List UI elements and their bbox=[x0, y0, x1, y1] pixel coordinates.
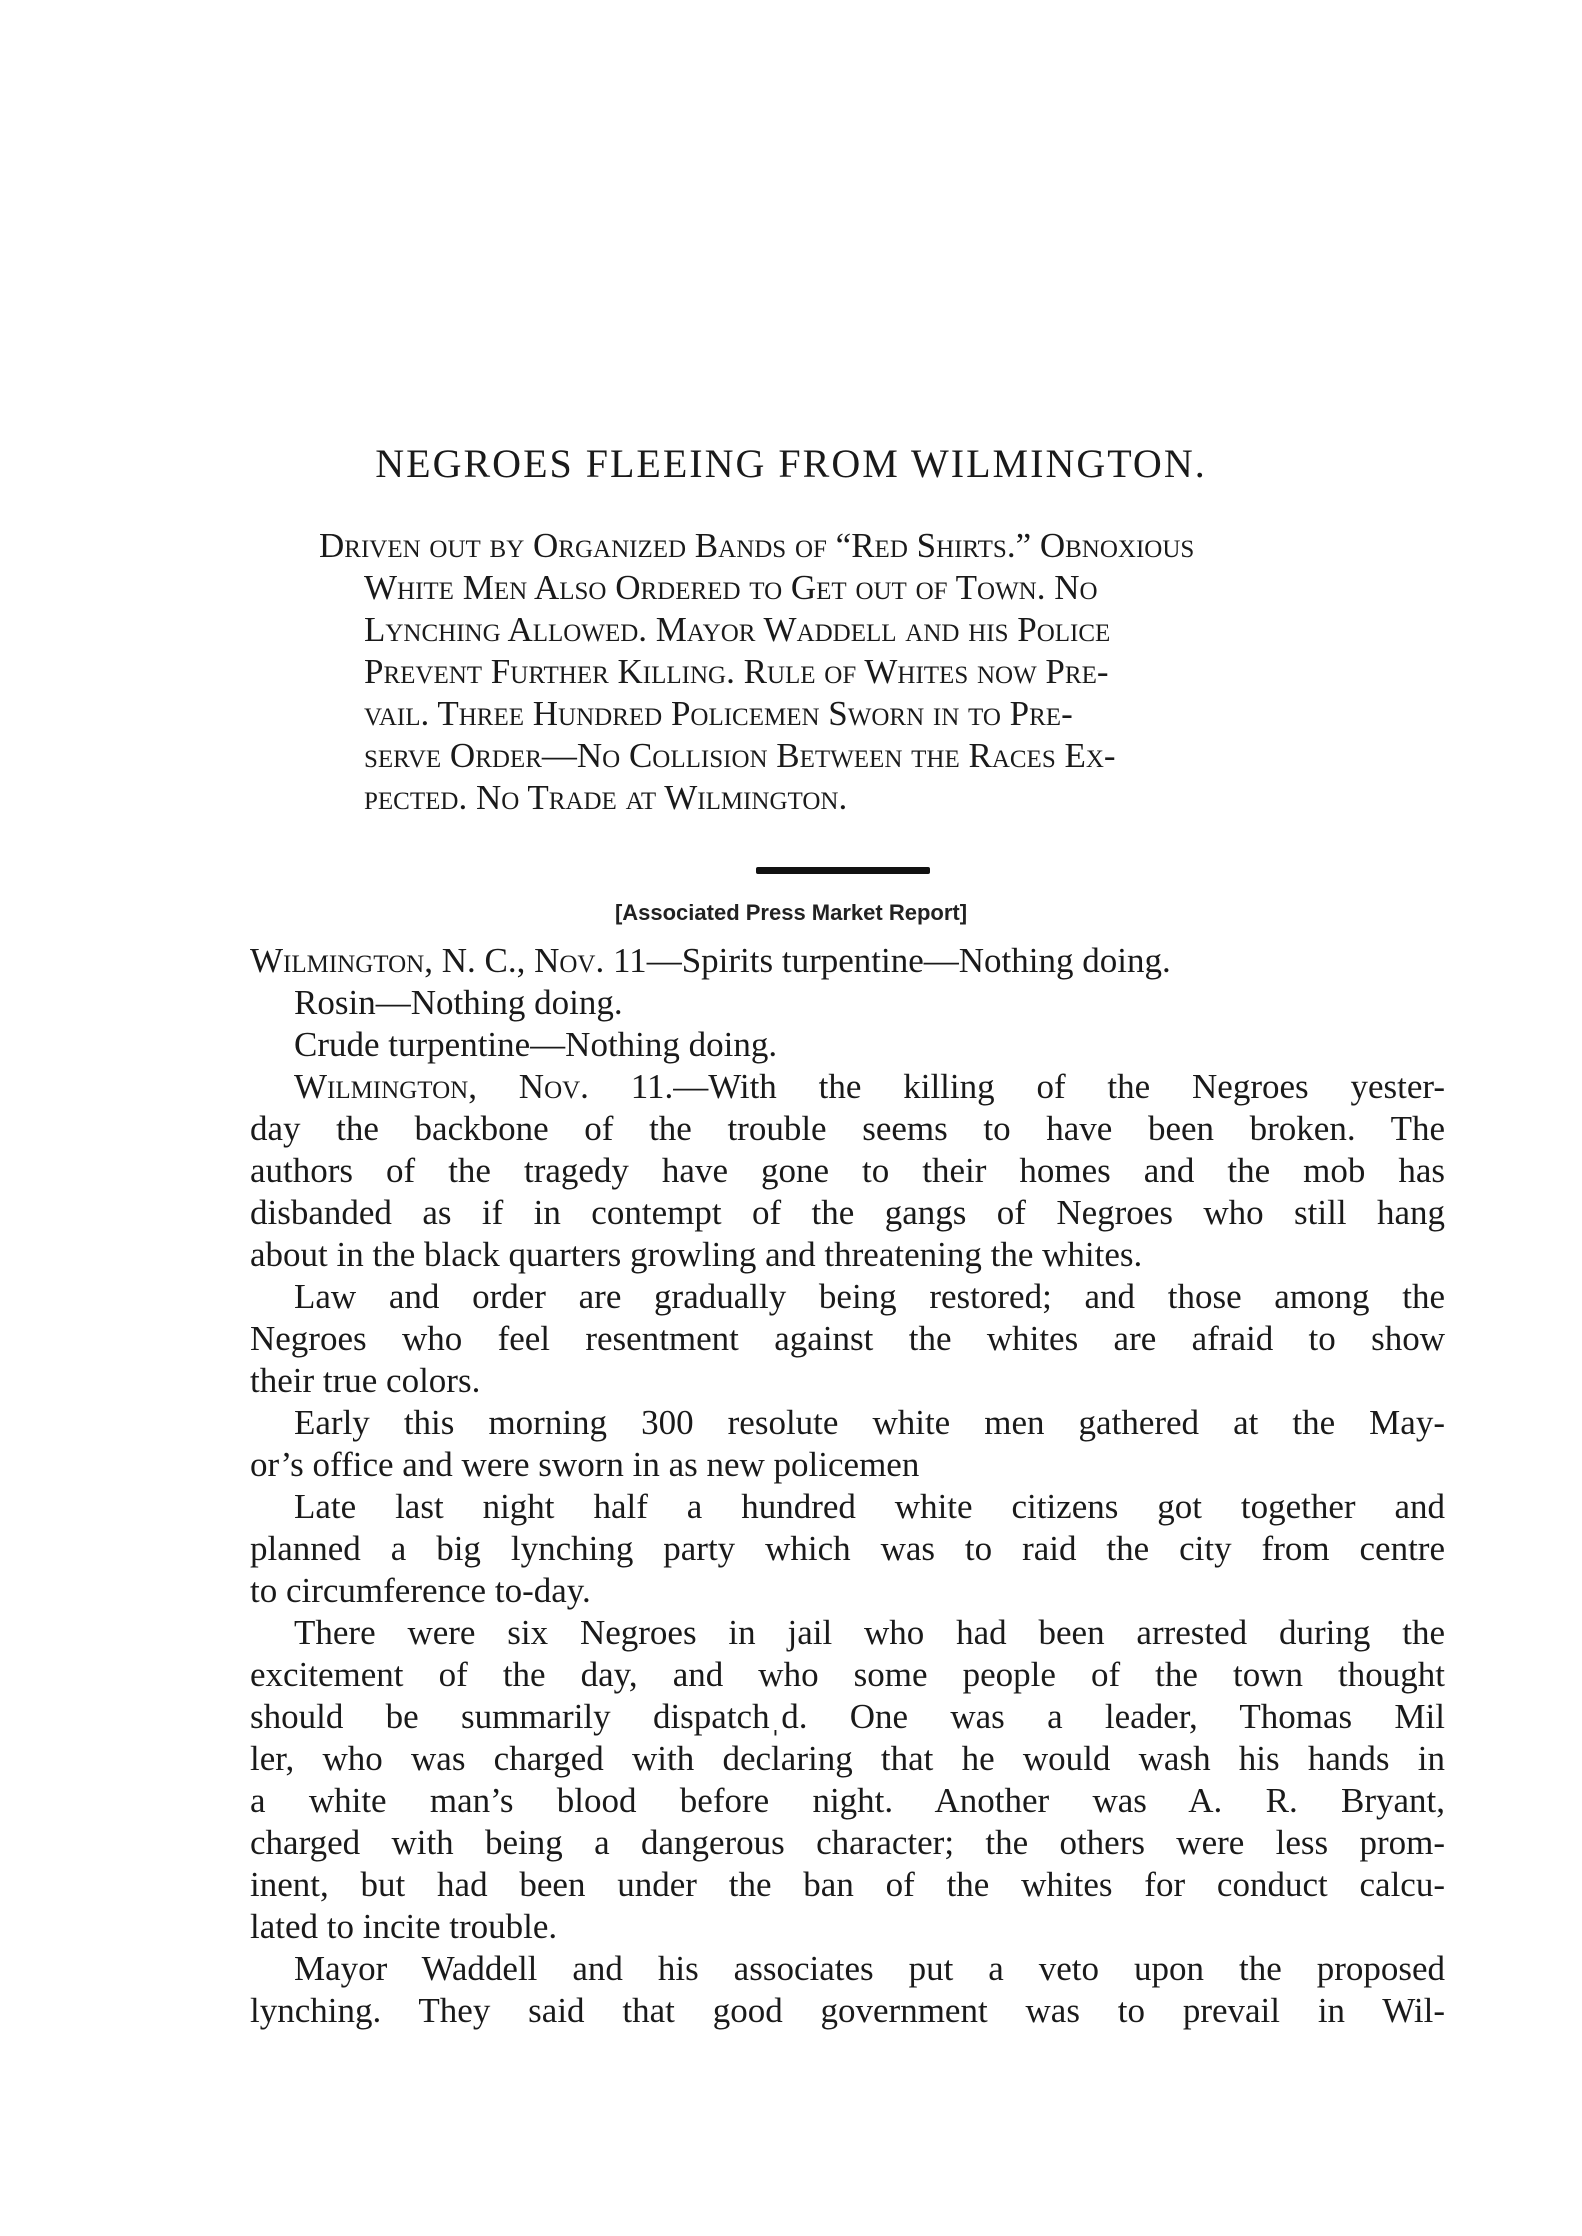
paragraph-line: Law and order are gradually being restored; and those among the bbox=[294, 1277, 1445, 1316]
market-line: Crude turpentine—Nothing doing. bbox=[294, 1025, 778, 1064]
paragraph-line bbox=[250, 1066, 1445, 1108]
paragraph-line: a white man’s blood before night. Another was A. R. Bryant, bbox=[250, 1781, 1445, 1820]
paragraph-line: Late last night half a hundred white citizens got together and bbox=[294, 1487, 1445, 1526]
paragraph-line: Early this morning 300 resolute white men gathered at the May- bbox=[294, 1403, 1445, 1442]
dateline: Wilmington, Nov. 11. bbox=[294, 1067, 674, 1106]
subhead-line: Driven out by Organized Bands of “Red Shirts.” Obnoxious bbox=[319, 526, 1195, 565]
subhead-line: White Men Also Ordered to Get out of Town. No bbox=[364, 568, 1098, 607]
paragraph-line: about in the black quarters growling and threatening the whites. bbox=[250, 1235, 1143, 1274]
source-credit: [Associated Press Market Report] bbox=[614, 900, 968, 925]
paragraph-text: —With the killing of the Negroes yester- bbox=[673, 1067, 1445, 1106]
subhead-line: pected. No Trade at Wilmington. bbox=[364, 778, 848, 817]
market-line: Rosin—Nothing doing. bbox=[294, 983, 623, 1022]
market-line bbox=[250, 940, 1445, 982]
paragraph-line: authors of the tragedy have gone to their homes and the mob has bbox=[250, 1151, 1445, 1190]
market-text: —Spirits turpentine—Nothing doing. bbox=[646, 941, 1171, 980]
paragraph-line: There were six Negroes in jail who had been arrested during the bbox=[294, 1613, 1445, 1652]
article-body bbox=[250, 940, 1445, 2032]
subhead-line: Prevent Further Killing. Rule of Whites now Pre- bbox=[364, 652, 1109, 691]
paragraph-line: lated to incite trouble. bbox=[250, 1907, 558, 1946]
paragraph-line: their true colors. bbox=[250, 1361, 481, 1400]
article-subhead bbox=[319, 525, 1454, 819]
subhead-line: vail. Three Hundred Policemen Sworn in to Pre- bbox=[364, 694, 1073, 733]
paragraph-line: should be summarily dispatchˌd. One was a leader, Thomas Mil bbox=[250, 1697, 1445, 1736]
dateline: Wilmington, N. C., Nov. 11 bbox=[250, 941, 647, 980]
paragraph-line: day the backbone of the trouble seems to have been broken. The bbox=[250, 1109, 1445, 1148]
paragraph-line: Negroes who feel resentment against the whites are afraid to show bbox=[250, 1319, 1445, 1358]
paragraph-line: excitement of the day, and who some people of the town thought bbox=[250, 1655, 1445, 1694]
paragraph-line: lynching. They said that good government was to prevail in Wil- bbox=[250, 1991, 1445, 2030]
paragraph-line: planned a big lynching party which was to raid the city from centre bbox=[250, 1529, 1445, 1568]
subhead-line: Lynching Allowed. Mayor Waddell and his Police bbox=[364, 610, 1111, 649]
paragraph-line: to circumference to-day. bbox=[250, 1571, 591, 1610]
paragraph-line: ler, who was charged with declaring that he would wash his hands in bbox=[250, 1739, 1445, 1778]
article-title: NEGROES FLEEING FROM WILMINGTON. bbox=[375, 441, 1207, 486]
paragraph-line: inent, but had been under the ban of the whites for conduct calcu- bbox=[250, 1865, 1445, 1904]
paragraph-line: or’s office and were sworn in as new policemen bbox=[250, 1445, 920, 1484]
subhead-line: serve Order—No Collision Between the Races Ex- bbox=[364, 736, 1116, 775]
paragraph-line: disbanded as if in contempt of the gangs of Negroes who still hang bbox=[250, 1193, 1445, 1232]
paragraph-line: charged with being a dangerous character; the others were less prom- bbox=[250, 1823, 1445, 1862]
section-rule bbox=[756, 867, 930, 874]
paragraph-line: Mayor Waddell and his associates put a veto upon the proposed bbox=[294, 1949, 1445, 1988]
